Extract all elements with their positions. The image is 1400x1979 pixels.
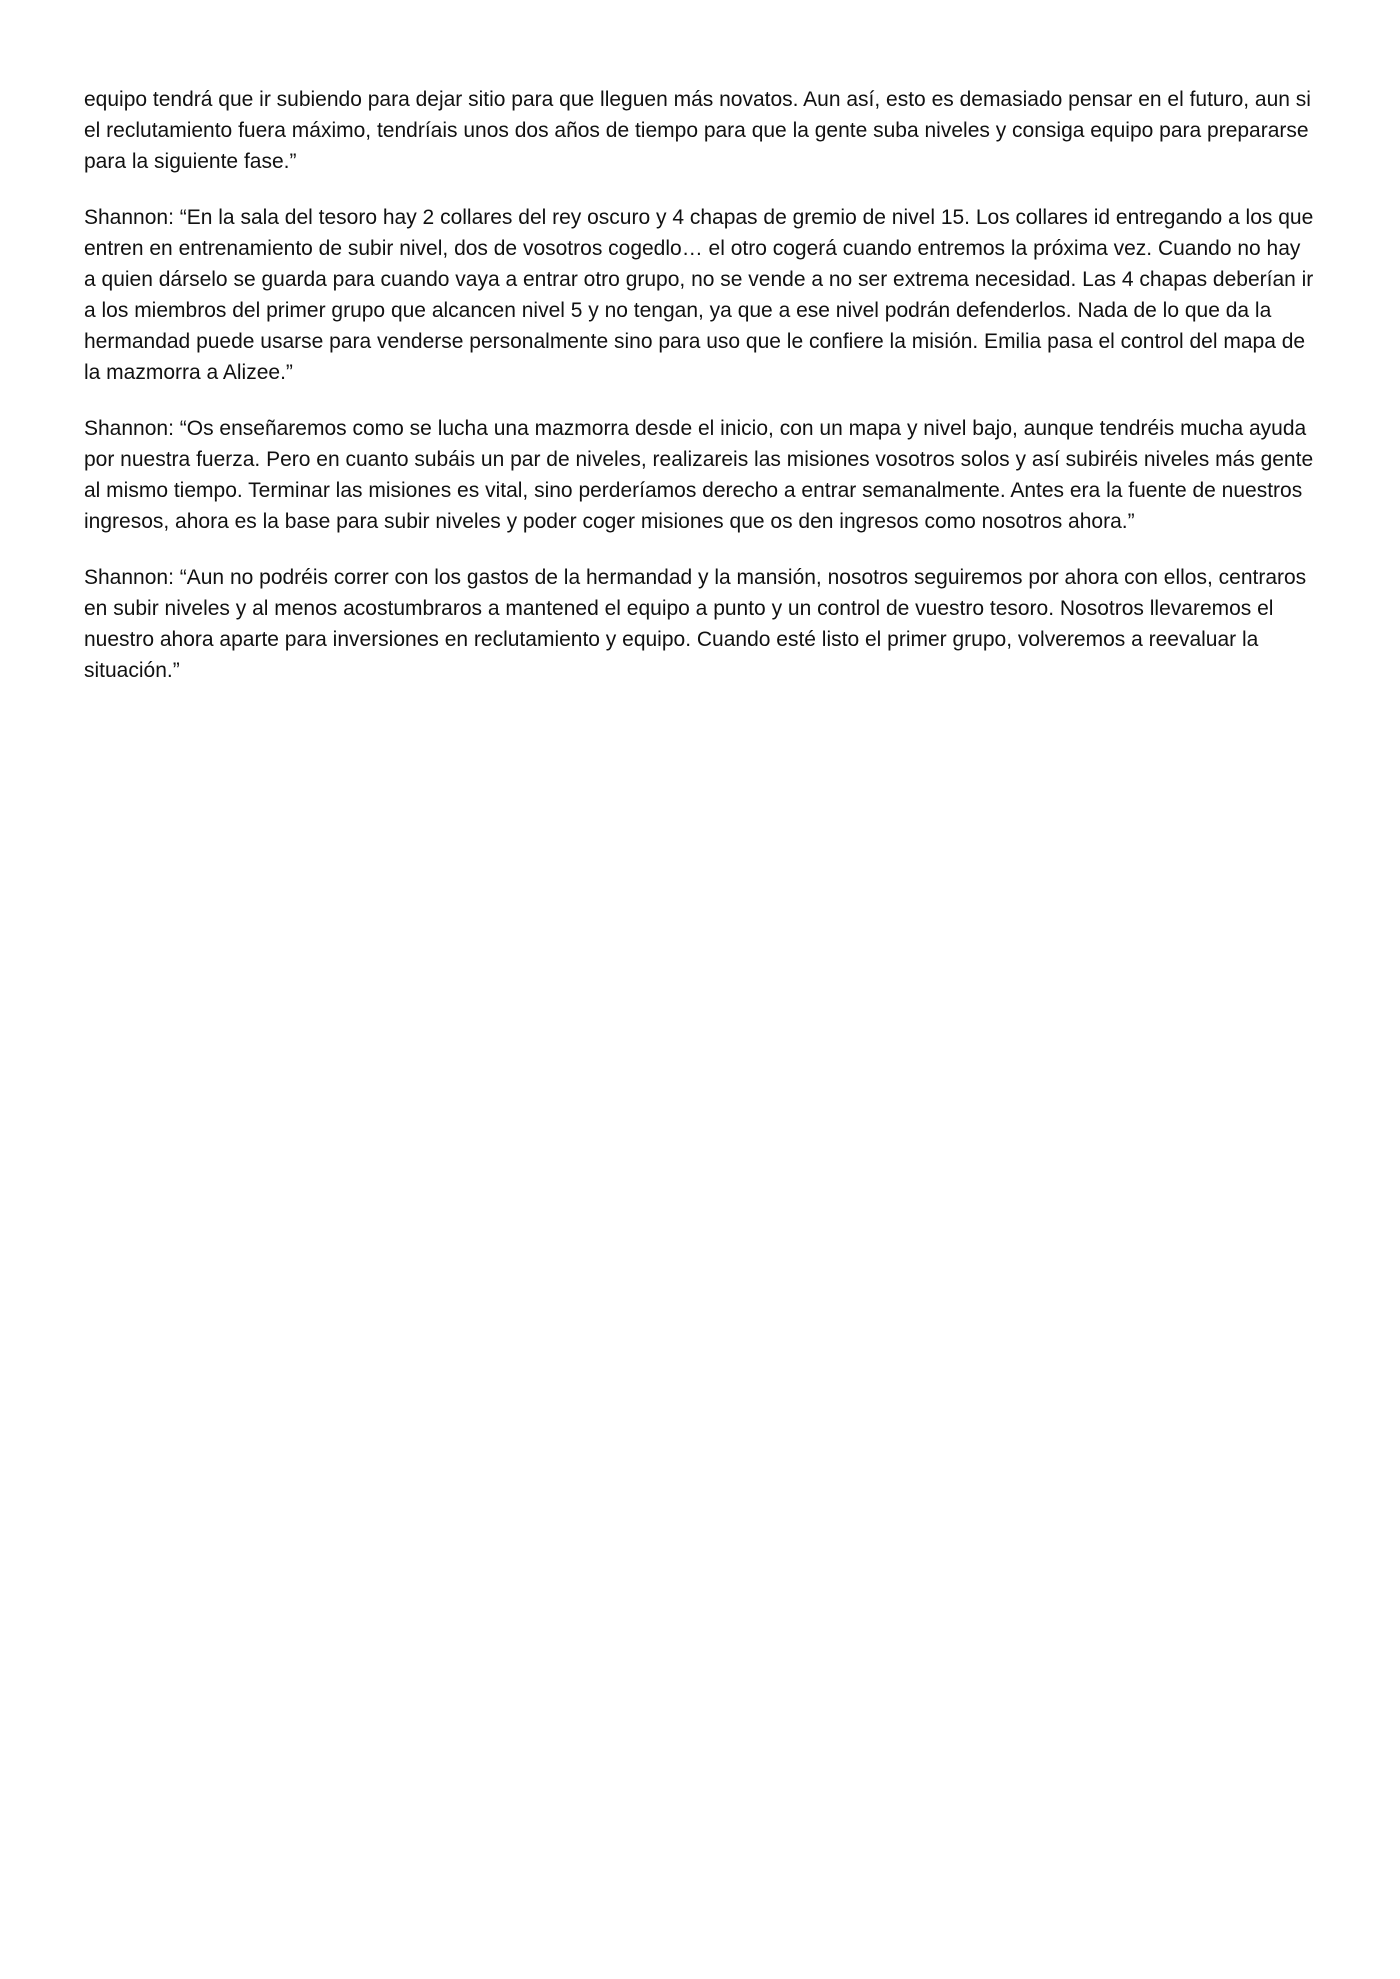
paragraph-1: equipo tendrá que ir subiendo para dejar sitio para que lleguen más novatos. Aun así, esto es demasiado pensar en el futuro, aun si el reclutamiento fuera máximo, tendríais unos dos años de tiempo para que la gente suba niveles y consiga equipo para prepararse para la siguiente fase.” (84, 88, 1311, 173)
document-body (84, 84, 1316, 711)
paragraph-4: Shannon: “Aun no podréis correr con los gastos de la hermandad y la mansión, nosotros seguiremos por ahora con ellos, centraros en subir niveles y al menos acostumbraros a mantened el equipo a punto y un control de vuestro tesoro. Nosotros llevaremos el nuestro ahora aparte para inversiones en reclutamiento y equipo. Cuando esté listo el primer grupo, volveremos a reevaluar la situación.” (84, 566, 1307, 682)
paragraph-2: Shannon: “En la sala del tesoro hay 2 collares del rey oscuro y 4 chapas de gremio de nivel 15. Los collares id entregando a los que entren en entrenamiento de subir nivel, dos de vosotros cogedlo… el otro cogerá cuando entremos la próxima vez. Cuando no hay a quien dárselo se guarda para cuando vaya a entrar otro grupo, no se vende a no ser extrema necesidad. Las 4 chapas deberían ir a los miembros del primer grupo que alcancen nivel 5 y no tengan, ya que a ese nivel podrán defenderlos. Nada de lo que da la hermandad puede usarse para venderse personalmente sino para uso que le confiere la misión. Emilia pasa el control del mapa de la mazmorra a Alizee.” (84, 206, 1314, 384)
paragraph-3: Shannon: “Os enseñaremos como se lucha una mazmorra desde el inicio, con un mapa y nivel bajo, aunque tendréis mucha ayuda por nuestra fuerza. Pero en cuanto subáis un par de niveles, realizareis las misiones vosotros solos y así subiréis niveles más gente al mismo tiempo. Terminar las misiones es vital, sino perderíamos derecho a entrar semanalmente. Antes era la fuente de nuestros ingresos, ahora es la base para subir niveles y poder coger misiones que os den ingresos como nosotros ahora.” (84, 417, 1314, 533)
